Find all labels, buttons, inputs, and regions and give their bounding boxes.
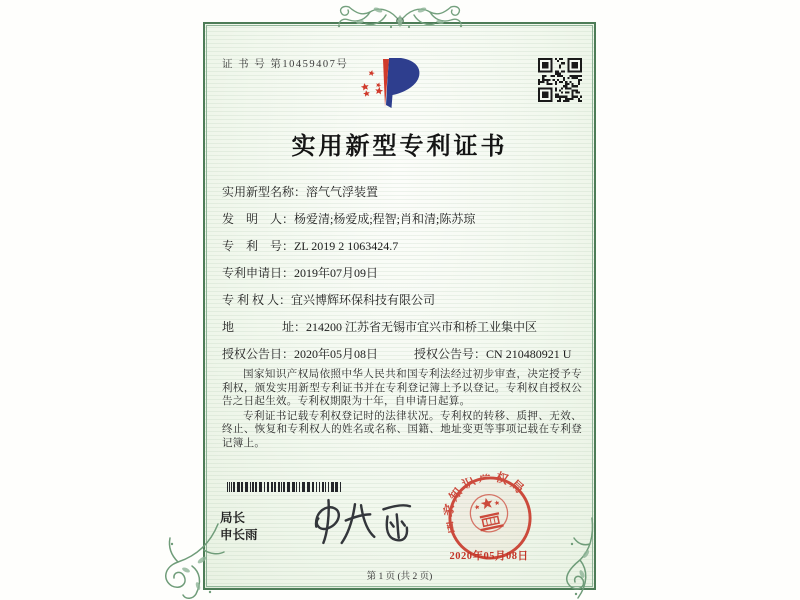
field-label: 地 址： <box>222 320 307 334</box>
legal-paragraph: 专利证书记载专利权登记时的法律状况。专利权的转移、质押、无效、终止、恢复和专利权人的姓名或名称、国籍、地址变更等事项记载在专利登记簿上。 <box>222 410 582 449</box>
field-label: 专 利 权 人： <box>222 293 292 307</box>
field-row <box>222 264 580 291</box>
seal-date: 2020年05月08日 <box>449 551 529 562</box>
logo-star-icon <box>375 86 384 94</box>
field-label: 实用新型名称： <box>222 185 307 199</box>
field-row <box>222 183 580 210</box>
grant-date-label: 授权公告日： <box>222 347 295 361</box>
officer-name: 申长雨 <box>220 528 258 542</box>
certificate-title: 实用新型专利证书 <box>291 134 508 160</box>
certificate-paper <box>203 22 596 590</box>
grant-no-label: 授权公告号： <box>414 347 487 361</box>
field-label: 发 明 人： <box>222 212 295 226</box>
barcode <box>227 479 345 489</box>
field-row <box>222 318 580 345</box>
field-list <box>222 183 580 372</box>
field-label: 专 利 号： <box>222 239 295 253</box>
field-row <box>222 210 580 237</box>
page-footer: 第 1 页 (共 2 页) <box>366 572 433 582</box>
legal-paragraph: 国家知识产权局依照中华人民共和国专利法经过初步审查，决定授予专利权，颁发实用新型专利证书并在专利登记簿上予以登记。专利权自授权公告之日起生效。专利权期限为十年，自申请日起算。 <box>222 369 582 407</box>
field-label: 专利申请日： <box>222 266 295 280</box>
field-row <box>222 237 580 264</box>
field-value: 214200 江苏省无锡市宜兴市和桥工业集中区 <box>306 320 538 334</box>
field-value: 溶气气浮装置 <box>306 185 379 199</box>
qr-code <box>538 58 582 102</box>
logo-star-icon <box>375 82 382 89</box>
certificate-number: 证 书 号 第10459407号 <box>222 59 349 70</box>
logo-star-icon <box>368 69 376 76</box>
field-value: 宜兴博辉环保科技有限公司 <box>291 293 436 307</box>
field-value: 2019年07月09日 <box>294 266 379 280</box>
officer-block <box>220 510 258 544</box>
grant-no-value: CN 210480921 U <box>486 347 572 361</box>
field-value: ZL 2019 2 1063424.7 <box>294 239 399 253</box>
logo-p-shape <box>386 58 419 108</box>
officer-title: 局长 <box>220 511 246 525</box>
cnipa-logo <box>355 54 429 110</box>
seal-ring-text: 国家知识产权局 <box>440 469 529 535</box>
field-row <box>222 291 580 318</box>
legal-text <box>222 368 582 451</box>
logo-star-icon <box>360 82 369 91</box>
grant-date-value: 2020年05月08日 <box>294 347 379 361</box>
director-signature-handwriting <box>302 492 414 548</box>
field-value: 杨爱清;杨爱成;程智;肖和清;陈苏琼 <box>294 212 476 226</box>
logo-star-icon <box>363 90 371 97</box>
